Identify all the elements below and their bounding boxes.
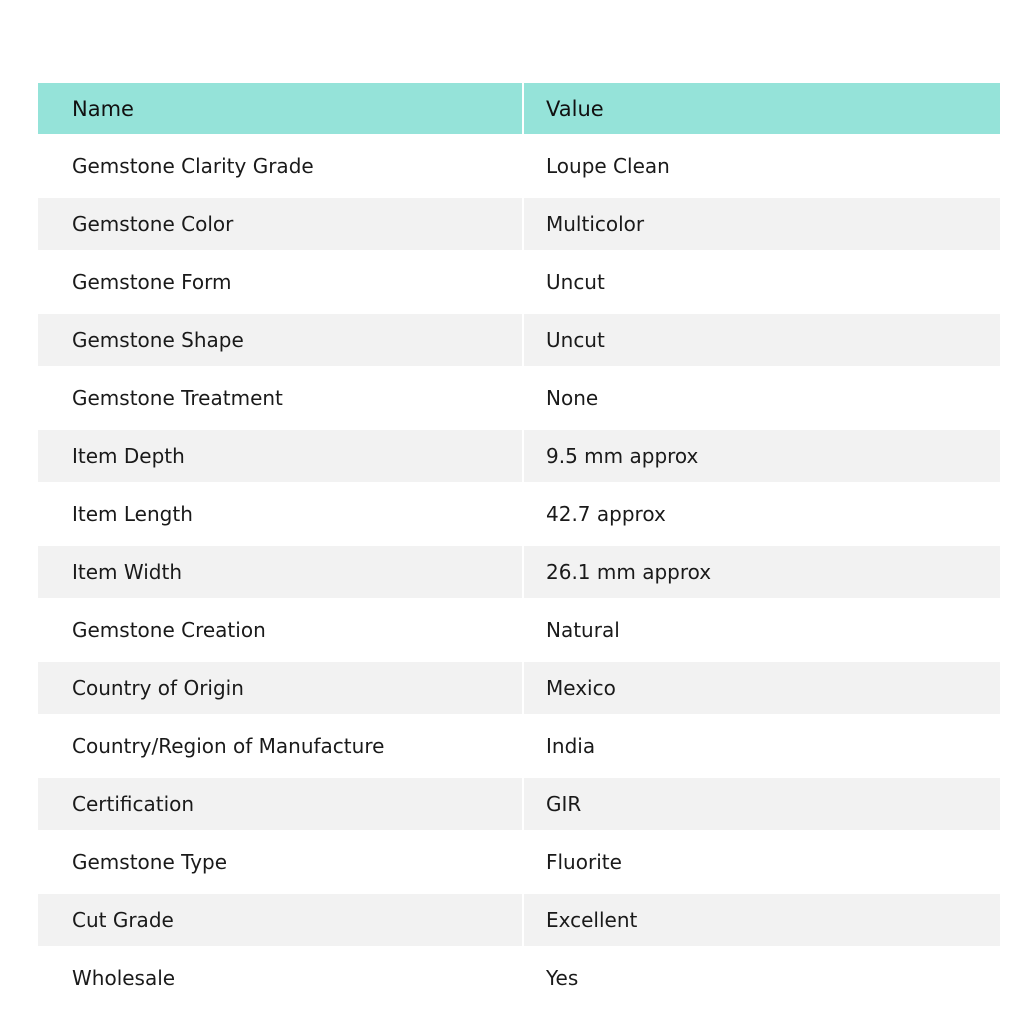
row-value-cell: GIR <box>523 778 1000 830</box>
row-name-cell: Item Width <box>38 546 523 598</box>
table-row <box>38 366 1000 430</box>
row-value-cell: 9.5 mm approx <box>523 430 1000 482</box>
table-body <box>38 134 1000 1010</box>
table-row <box>38 250 1000 314</box>
row-value-cell: Multicolor <box>523 198 1000 250</box>
row-name-cell: Gemstone Treatment <box>38 366 523 430</box>
row-value-cell: 42.7 approx <box>546 502 666 526</box>
table-header <box>38 83 1000 134</box>
row-value-cell: None <box>546 386 599 410</box>
table-row <box>38 430 1000 482</box>
spec-table-container <box>38 83 1000 1010</box>
spec-table <box>38 83 1000 1010</box>
table-row <box>38 198 1000 250</box>
row-name-cell: Gemstone Form <box>38 250 523 314</box>
table-row <box>38 662 1000 714</box>
header-value: Value <box>546 96 604 121</box>
table-row <box>38 894 1000 946</box>
table-row <box>38 314 1000 366</box>
row-name-cell: Cut Grade <box>38 894 523 946</box>
table-row <box>38 546 1000 598</box>
header-name: Name <box>38 83 523 134</box>
table-row <box>38 598 1000 662</box>
row-value-cell: Excellent <box>523 894 1000 946</box>
table-row <box>38 714 1000 778</box>
row-value-cell: Mexico <box>523 662 1000 714</box>
row-name-cell: Gemstone Clarity Grade <box>38 134 523 198</box>
row-name-cell: Item Depth <box>38 430 523 482</box>
row-value-cell: India <box>546 734 596 758</box>
row-name-cell: Gemstone Shape <box>38 314 523 366</box>
row-name-cell: Gemstone Creation <box>38 598 523 662</box>
row-value-cell: Fluorite <box>546 850 622 874</box>
row-value-cell: Uncut <box>523 314 1000 366</box>
table-row <box>38 778 1000 830</box>
table-row <box>38 830 1000 894</box>
table-row <box>38 946 1000 1010</box>
row-name-cell: Wholesale <box>38 946 523 1010</box>
table-row <box>38 134 1000 198</box>
row-name-cell: Gemstone Color <box>38 198 523 250</box>
row-name-cell: Gemstone Type <box>38 830 523 894</box>
table-row <box>38 482 1000 546</box>
header-row <box>38 83 1000 134</box>
row-value-cell: Natural <box>546 618 620 642</box>
row-name-cell: Country/Region of Manufacture <box>38 714 523 778</box>
row-value-cell: Uncut <box>546 270 605 294</box>
row-value-cell: Yes <box>546 966 579 990</box>
row-name-cell: Country of Origin <box>38 662 523 714</box>
row-name-cell: Certification <box>38 778 523 830</box>
row-value-cell: Loupe Clean <box>546 154 670 178</box>
row-value-cell: 26.1 mm approx <box>523 546 1000 598</box>
row-name-cell: Item Length <box>38 482 523 546</box>
